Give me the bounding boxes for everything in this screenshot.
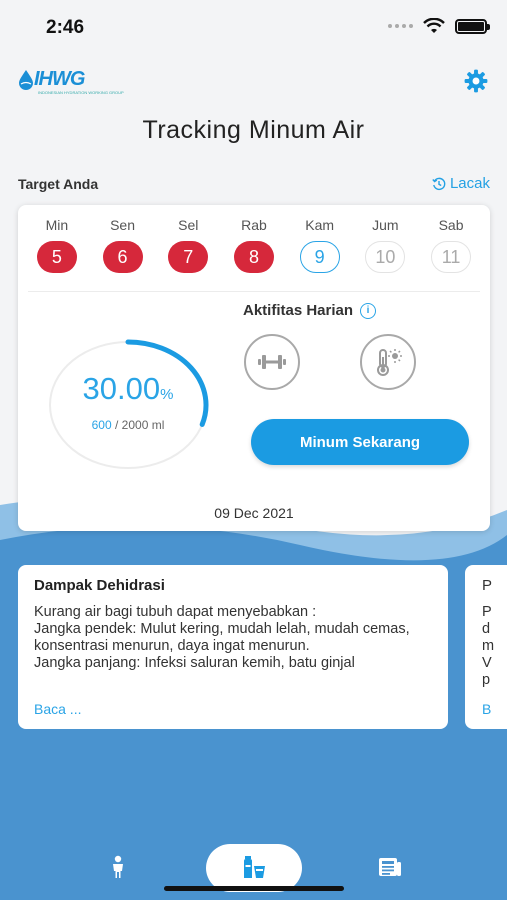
day-name: Sen [110, 217, 135, 233]
read-more-link[interactable]: Baca ... [34, 701, 82, 717]
progress-percent-value: 30.00 [82, 371, 161, 406]
person-icon [110, 855, 126, 879]
info-icon[interactable]: i [360, 303, 376, 319]
track-link[interactable] [432, 175, 490, 192]
day-number-badge: 11 [431, 241, 471, 273]
signal-icon [388, 24, 413, 28]
progress-ml [62, 418, 194, 432]
article-line: m [482, 638, 495, 654]
target-label: Target Anda [18, 176, 99, 192]
article-line: V [482, 655, 492, 671]
article-line: P [482, 604, 492, 620]
card-divider [28, 291, 480, 292]
day-name: Rab [241, 217, 267, 233]
daily-activity-title: Aktifitas Harian [243, 302, 354, 319]
tab-articles[interactable] [375, 852, 405, 882]
day-name: Jum [372, 217, 399, 233]
article-line: d [482, 621, 491, 637]
day-number-badge: 9 [300, 241, 340, 273]
tab-profile[interactable] [103, 852, 133, 882]
article-body: Kurang air bagi tubuh dapat menyebabkan : Jangka pendek: Mulut kering, mudah lelah, mudah cemas, konsentrasi menurun, daya ingat menurun. Jangka panjang: Infeksi saluran kemih, batu ginjal [34, 604, 410, 671]
day-kam[interactable] [290, 217, 350, 273]
day-sab[interactable] [421, 217, 481, 273]
current-ml: 600 [91, 418, 112, 432]
current-date: 09 Dec 2021 [214, 505, 294, 521]
tab-tracking[interactable] [239, 852, 269, 882]
water-bottle-icon [241, 854, 267, 880]
article-card-dehydration[interactable] [18, 565, 448, 729]
day-number-badge: 8 [234, 241, 274, 273]
page-title: Tracking Minum Air [142, 116, 365, 144]
percent-sign: % [160, 386, 174, 403]
day-name: Kam [305, 217, 335, 233]
day-rab[interactable] [224, 217, 284, 273]
week-day-selector [18, 217, 490, 273]
thermometer-sun-icon [374, 347, 402, 377]
settings-gear-icon[interactable] [463, 68, 489, 94]
logo-subtitle: INDONESIAN HYDRATION WORKING GROUP [38, 90, 124, 95]
day-min[interactable] [27, 217, 87, 273]
daily-activity-heading [243, 302, 376, 319]
day-name: Sab [438, 217, 464, 233]
logo-text: IHWG [34, 68, 85, 90]
home-indicator [164, 886, 344, 891]
day-sel[interactable] [158, 217, 218, 273]
history-icon [432, 177, 446, 191]
hot-weather-activity-button[interactable] [360, 334, 416, 390]
target-ml: / 2000 ml [115, 418, 165, 432]
drink-now-button[interactable]: Minum Sekarang [251, 419, 469, 465]
day-jum[interactable] [355, 217, 415, 273]
day-name: Min [45, 217, 69, 233]
day-name: Sel [178, 217, 199, 233]
article-line: p [482, 672, 491, 688]
progress-percent [62, 371, 194, 407]
exercise-activity-button[interactable] [244, 334, 300, 390]
article-card-partial[interactable] [465, 565, 507, 729]
status-icons [388, 18, 487, 34]
day-number-badge: 5 [37, 241, 77, 273]
news-icon [378, 857, 402, 877]
track-link-label: Lacak [449, 175, 490, 192]
day-number-badge: 7 [168, 241, 208, 273]
dumbbell-icon [257, 353, 287, 371]
status-time: 2:46 [46, 17, 85, 38]
article-title: P [482, 577, 493, 594]
water-drop-logo-icon [18, 69, 34, 91]
status-bar [0, 0, 507, 54]
app-logo [18, 68, 124, 95]
read-more-link[interactable]: B [482, 701, 492, 717]
day-sen[interactable] [93, 217, 153, 273]
article-title: Dampak Dehidrasi [34, 577, 165, 594]
wifi-icon [423, 18, 445, 34]
day-number-badge: 6 [103, 241, 143, 273]
day-number-badge: 10 [365, 241, 405, 273]
battery-icon [455, 19, 487, 34]
tracking-card [18, 205, 490, 531]
